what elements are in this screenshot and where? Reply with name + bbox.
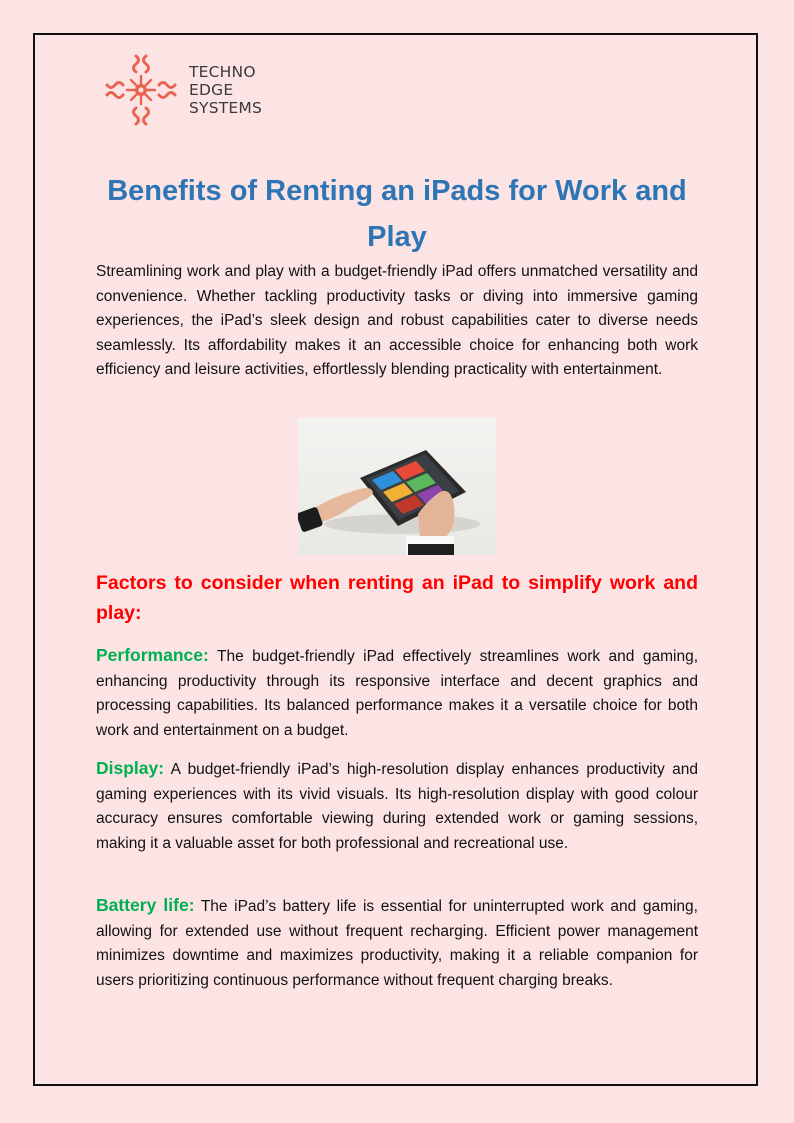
techno-edge-logo-icon bbox=[103, 52, 179, 128]
factor-term: Battery life: bbox=[96, 895, 195, 915]
ipad-illustration bbox=[298, 418, 496, 555]
ipad-photo bbox=[298, 418, 496, 555]
factor-display bbox=[96, 756, 698, 856]
factor-term: Performance: bbox=[96, 645, 209, 665]
factor-term: Display: bbox=[96, 758, 165, 778]
section-heading: Factors to consider when renting an iPad to simplify work and play: bbox=[96, 572, 698, 624]
page-title: Benefits of Renting an iPads for Work and Play bbox=[107, 175, 687, 253]
factor-performance bbox=[96, 643, 698, 743]
factor-battery-life bbox=[96, 893, 698, 993]
factor-text: A budget-friendly iPad’s high-resolution display enhances productivity and gaming experiences with its vivid visuals. Its high-resolution display with good colour accuracy ensures comfortable viewing during extended work or gaming sessions, making it a valuable asset for both professional and recreational use. bbox=[96, 761, 699, 852]
logo-line-2: EDGE bbox=[189, 81, 234, 99]
logo-line-1: TECHNO bbox=[189, 63, 256, 81]
intro-paragraph: Streamlining work and play with a budget-friendly iPad offers unmatched versatility and convenience. Whether tackling productivity tasks or diving into immersive gaming experiences, the iPad’s sleek design and robust capabilities cater to diverse needs seamlessly. Its affordability makes it an accessible choice for enhancing both work efficiency and leisure activities, effortlessly blending practicality with entertainment. bbox=[96, 263, 698, 378]
company-logo bbox=[103, 52, 262, 128]
logo-wordmark bbox=[189, 63, 262, 117]
factor-text: The budget-friendly iPad effectively streamlines work and gaming, enhancing productivity through its responsive interface and decent graphics and processing capabilities. Its balanced performance makes it a versatile choice for both work and entertainment on a budget. bbox=[96, 648, 698, 739]
factor-text: The iPad’s battery life is essential for uninterrupted work and gaming, allowing for extended use without frequent recharging. Efficient power management minimizes downtime and maximizes productivity, making it a reliable companion for users prioritizing continuous performance without frequent charging breaks. bbox=[96, 898, 698, 989]
logo-line-3: SYSTEMS bbox=[189, 99, 263, 117]
